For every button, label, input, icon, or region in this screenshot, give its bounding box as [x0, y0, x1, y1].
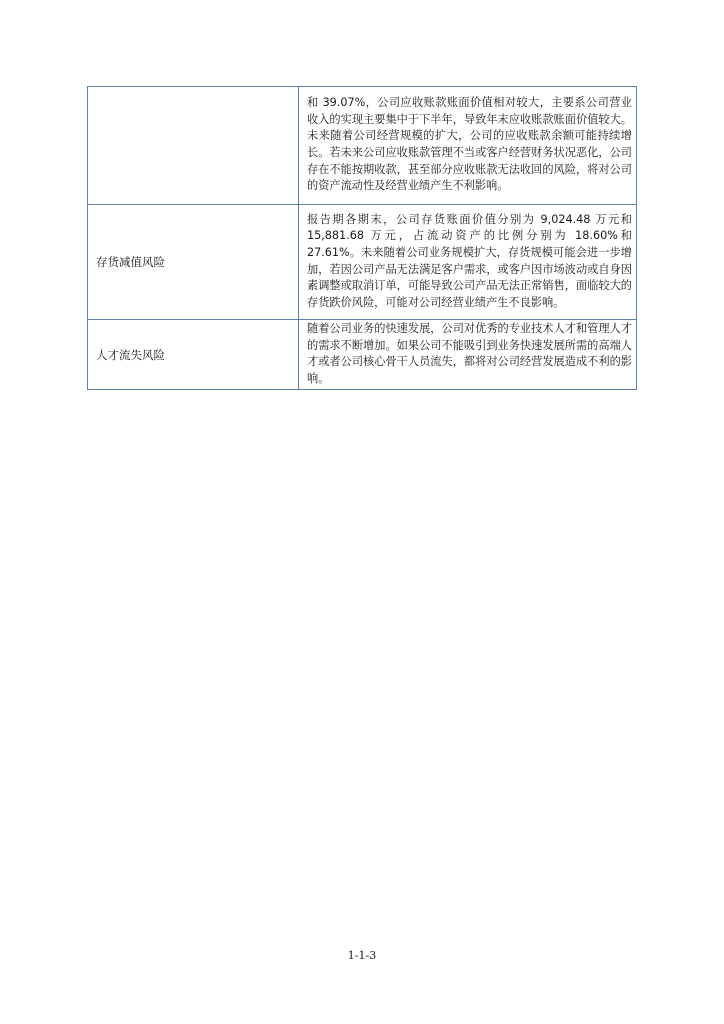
page-number: 1-1-3	[347, 949, 377, 962]
risk-description-cell	[299, 205, 637, 320]
risk-description-cell	[299, 320, 637, 390]
risk-name-cell	[88, 87, 299, 205]
risk-factors-table	[87, 86, 637, 390]
risk-description-text: 和 39.07%，公司应收账款账面价值相对较大，主要系公司营业收入的实现主要集中于下半年，导致年末应收账款账面价值较大。未来随着公司经营规模的扩大，公司的应收账款余额可能持续增长。若未来公司应收账款管理不当或客户经营财务状况恶化，公司存在不能按期收款，甚至部分应收账款无法收回的风险，将对公司的资产流动性及经营业绩产生不利影响。	[307, 96, 632, 193]
risk-name-cell: 人才流失风险	[88, 320, 299, 390]
risk-description-text: 报告期各期末，公司存货账面价值分别为 9,024.48 万元和 15,881.68 万元，占流动资产的比例分别为 18.60%和 27.61%。未来随着公司业务规模扩大，存货规模可能会进一步增加，若因公司产品无法满足客户需求，或客户因市场波动或自身因素调整或取消订单，可能导致公司产品无法正常销售，面临较大的存货跌价风险，可能对公司经营业绩产生不良影响。	[307, 212, 632, 309]
table-row	[88, 320, 637, 390]
table-row	[88, 87, 637, 205]
risk-description-text: 随着公司业务的快速发展，公司对优秀的专业技术人才和管理人才的需求不断增加。如果公司不能吸引到业务快速发展所需的高端人才或者公司核心骨干人员流失，都将对公司经营发展造成不利的影响。	[307, 322, 632, 385]
risk-description-cell	[299, 87, 637, 205]
table-row	[88, 205, 637, 320]
risk-name-cell: 存货减值风险	[88, 205, 299, 320]
